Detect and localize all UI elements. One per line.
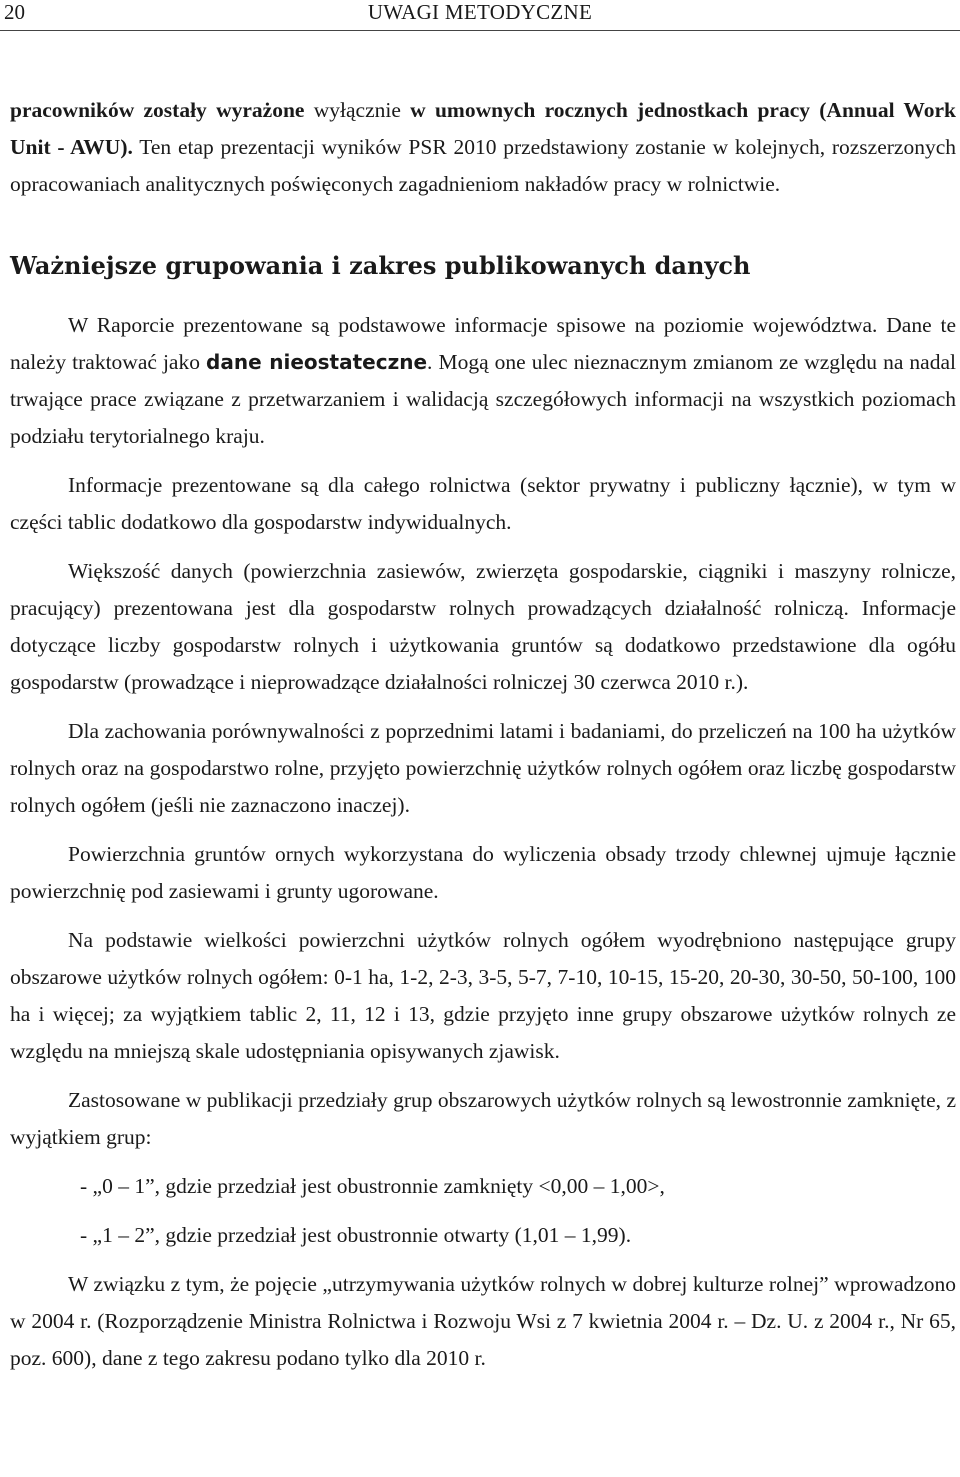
para1-bold: dane nieostateczne	[206, 350, 428, 374]
intro-text-2: Ten etap prezentacji wyników PSR 2010 przedstawiony zostanie w kolejnych, rozszerzonych opracowaniach analitycznych poświęconych zagadnieniom nakładów pracy w rolnictwie.	[10, 135, 957, 196]
intro-paragraph	[10, 92, 956, 203]
list-item: - „0 – 1”, gdzie przedział jest obustronnie zamknięty <0,00 – 1,00>,	[80, 1174, 665, 1198]
paragraph-arable-land: Powierzchnia gruntów ornych wykorzystana do wyliczenia obsady trzody chlewnej ujmuje łącznie powierzchnię pod zasiewami i grunty ugorowane.	[10, 842, 956, 903]
paragraph-coverage: Informacje prezentowane są dla całego rolnictwa (sektor prywatny i publiczny łącznie), w tym w części tablic dodatkowo dla gospodarstw indywidualnych.	[10, 473, 956, 534]
paragraph-scope	[10, 307, 956, 455]
paragraph-comparability: Dla zachowania porównywalności z poprzednimi latami i badaniami, do przeliczeń na 100 ha użytków rolnych oraz na gospodarstwo rolne, przyjęto powierzchnię użytków rolnych ogółem oraz liczbę gospodarstw rolnych ogółem (jeśli nie zaznaczono inaczej).	[10, 719, 956, 817]
page-number: 20	[4, 0, 25, 24]
running-title: UWAGI METODYCZNE	[367, 0, 593, 24]
para1-text-1: W Raporcie prezentowane są podstawowe informacje spisowe na poziomie województwa. Dane te należy traktować jako	[10, 313, 956, 374]
page-header	[0, 0, 960, 30]
para1-text-2: . Mogą one ulec nieznacznym zmianom ze względu na nadal trwające prace związane z przetwarzaniem i walidacją szczegółowych informacji na wszystkich poziomach podziału terytorialnego kraju.	[10, 350, 956, 448]
paragraph-area-groups: Na podstawie wielkości powierzchni użytków rolnych ogółem wyodrębniono następujące grupy obszarowe użytków rolnych ogółem: 0-1 ha, 1-2, 2-3, 3-5, 5-7, 7-10, 10-15, 15-20, 20-30, 30-50, 50-100, 100 ha i więcej; za wyjątkiem tablic 2, 11, 12 i 13, gdzie przyjęto inne grupy obszarowe użytków rolnych ze względu na mniejszą skale udostępniania opisywanych zjawisk.	[10, 928, 956, 1063]
paragraph-good-agricultural-condition: W związku z tym, że pojęcie „utrzymywania użytków rolnych w dobrej kulturze rolnej” wprowadzono w 2004 r. (Rozporządzenie Ministra Rolnictwa i Rozwoju Wsi z 7 kwietnia 2004 r. – Dz. U. z 2004 r., Nr 65, poz. 600), dane z tego zakresu podano tylko dla 2010 r.	[10, 1272, 956, 1370]
intro-bold-1: pracowników zostały wyrażone	[10, 98, 305, 122]
header-rule	[0, 30, 960, 31]
document-body	[10, 92, 956, 1377]
intro-bold-2: w umownych rocznych jednostkach pracy (Annual Work Unit - AWU).	[10, 98, 956, 159]
paragraph-majority-data: Większość danych (powierzchnia zasiewów, zwierzęta gospodarskie, ciągniki i maszyny rolnicze, pracujący) prezentowana jest dla gospodarstw rolnych prowadzących działalność rolniczą. Informacje dotyczące liczby gospodarstw rolnych i użytkowania gruntów są dodatkowo przedstawione dla ogółu gospodarstw (prowadzące i nieprowadzące działalności rolniczej 30 czerwca 2010 r.).	[10, 559, 956, 694]
intro-text-1: wyłącznie	[304, 98, 411, 122]
section-heading: Ważniejsze grupowania i zakres publikowanych danych	[10, 251, 751, 280]
paragraph-intervals: Zastosowane w publikacji przedziały grup obszarowych użytków rolnych są lewostronnie zamknięte, z wyjątkiem grup:	[10, 1088, 956, 1149]
list-item: - „1 – 2”, gdzie przedział jest obustronnie otwarty (1,01 – 1,99).	[80, 1223, 632, 1247]
